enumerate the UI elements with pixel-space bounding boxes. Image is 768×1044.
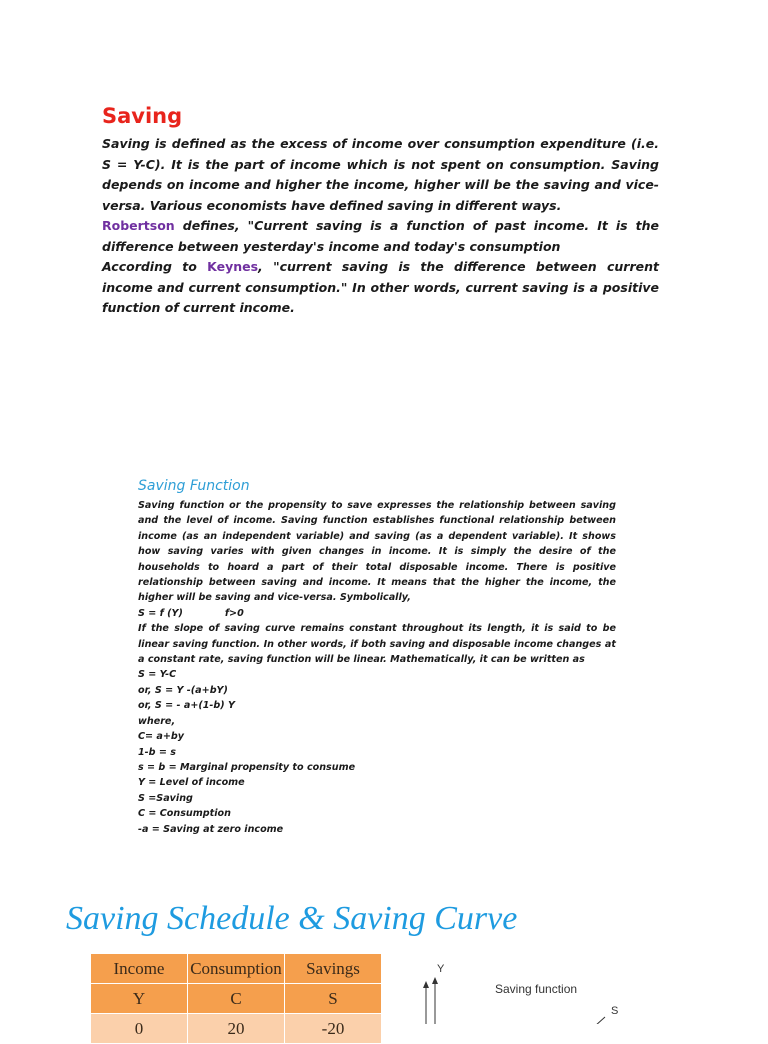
y-axis-arrow [423,981,429,1024]
equation-line: s = b = Marginal propensity to consume [138,761,356,773]
robertson-text: defines, "Current saving is a function of past income. It is the difference between yesterday's income and today's consumption [102,218,659,254]
saving-function-body [138,498,616,837]
graph-caption: Saving function [495,982,578,996]
header-income: Income [91,954,188,984]
keynes-prefix: According to [102,259,208,274]
table-cell: -20 [285,1014,382,1044]
header-consumption: Consumption [188,954,285,984]
keynes-name: Keynes [207,259,259,274]
symbol-y: Y [91,984,188,1014]
equation-line: or, S = - a+(1-b) Y [138,700,235,712]
table-symbol-row [91,984,382,1014]
saving-function-graph [415,955,768,1024]
saving-heading: Saving [102,104,183,128]
robertson-paragraph [102,216,659,257]
equation-line: S =Saving [138,792,193,804]
equation-line: C= a+by [138,731,185,743]
equation-line: or, S = Y -(a+bY) [138,684,228,696]
symbol-c: C [188,984,285,1014]
robertson-name: Robertson [102,218,175,233]
symbolic-right: f>0 [224,607,244,619]
header-savings: Savings [285,954,382,984]
equation-line: where, [138,715,176,727]
keynes-paragraph [102,257,659,319]
equation-line: 1-b = s [138,746,176,758]
keynes-text: , "current saving is the difference between current income and current consumption." In other words, current saving is a positive function of current income. [102,259,659,316]
symbolic-left: S = f (Y) [138,607,183,619]
symbolic-equation [138,606,616,621]
table-cell: 20 [188,1014,285,1044]
linear-saving-paragraph: If the slope of saving curve remains constant throughout its length, it is said to be linear saving function. In other words, if both saving and disposable income changes at a constant rate, saving function will be linear. Mathematically, it can be written as [138,623,616,666]
saving-function-paragraph: Saving function or the propensity to save expresses the relationship between saving and the level of income. Saving function establishes functional relationship between income (as an independent variable) and saving (as a dependent variable). It shows how saving varies with given changes in income. It is simply the desire of the households to hoard a part of their total disposable income. There is positive relationship between saving and income. It means that the higher the income, the higher will be saving and vice-versa. Symbolically, [138,500,616,604]
saving-schedule-table [90,953,382,1044]
symbol-s: S [285,984,382,1014]
equation-line: -a = Saving at zero income [138,823,284,835]
table-row [91,1014,382,1044]
saving-definition-paragraph: Saving is defined as the excess of income over consumption expenditure (i.e. S = Y-C). It is the part of income which is not spent on consumption. Saving depends on income and higher the income, higher will be the saving and vice-versa. Various economists have defined saving in different ways. [102,136,659,213]
equation-line: Y = Level of income [138,777,245,789]
saving-curve [585,1017,605,1024]
table-cell: 0 [91,1014,188,1044]
y-axis-arrow [432,977,438,1024]
y-axis-label: Y [437,963,445,975]
table-header-row [91,954,382,984]
equation-line: C = Consumption [138,808,231,820]
schedule-title: Saving Schedule & Saving Curve [66,900,518,937]
saving-function-heading: Saving Function [138,478,250,494]
equation-line: S = Y-C [138,669,177,681]
s-curve-label: S [611,1005,619,1017]
